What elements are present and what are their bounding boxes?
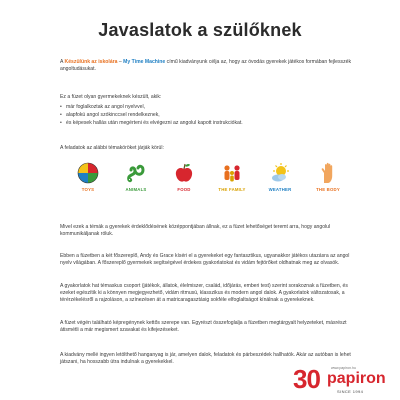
topic-icons-row [68, 162, 348, 202]
list-item: • alapfokú angol szókinccsel rendelkeznek, [60, 111, 360, 119]
intro-text-before: A [60, 59, 65, 65]
paragraph: A gyakorlatok hat témaskus csoport (játékok, állatok, élelmiszer, család, időjárás, emberi test) szerint sorakoznak a füzetben, és ezeket egészítik ki a könnyen megjegyezhető, vidám ritmusú, klasszikus és modern angol dalok. A gyakorlatok változatosak, a térérzékelésről a rajzoláson, a színezésen át a matricaragasztásig sokféle elfoglaltságot kínálnak a gyerekeknek. [60, 283, 348, 304]
topic-label-body: THE BODY [316, 187, 340, 192]
logo-name: papiron [327, 370, 386, 387]
topic-label-food: FOOD [177, 187, 191, 192]
list-lead: Ez a füzet olyan gyermekeknek készült, akik: [60, 94, 162, 100]
logo-number: 30 [293, 364, 320, 394]
series-name: Készülünk az iskolára [64, 59, 118, 65]
topic-label-family: THE FAMILY [218, 187, 246, 192]
topic-label-weather: WEATHER [268, 187, 292, 192]
topic-toys [68, 162, 108, 192]
topic-body [308, 162, 348, 192]
topic-food [164, 162, 204, 192]
paragraph: A kiadvány mellé ingyen letölthető hanganyag is jár, amelyen dalok, feladatok és párbeszédek hallhatók. Akár az autóban is lehet játszani, ha hosszabb útra indulnak a gyerekekkel. [60, 352, 351, 366]
topic-label-toys: TOYS [81, 187, 95, 192]
papiron-logo [293, 364, 397, 398]
intro-paragraph [60, 59, 360, 73]
target-audience-list [60, 103, 360, 127]
list-item: • és képesek hallás után megérteni és elvégezni az angolul kapott instrukciókat. [60, 119, 360, 127]
sun-cloud-icon [269, 162, 291, 184]
hand-icon [317, 162, 339, 184]
topic-animals [116, 162, 156, 192]
intro-text-after: című kiadványunk célja az, hogy az óvodás gyerekek játékos formában fejlesszék angoltudásukat. [60, 59, 352, 73]
page-title: Javaslatok a szülőknek [98, 20, 302, 40]
paragraph: Ebben a füzetben a két főszereplő, Andy és Grace kíséri el a gyerekeket egy fantasztikus, ugyanakkor játékos utazásra az angol nyelv világában. A főszereplő gyermekek segítségével érdekes gyakorlatokat és vidám fejtörőket oldhatnak meg az olvasók. [60, 253, 350, 267]
list-item: • már foglalkoztak az angol nyelvvel, [60, 103, 360, 111]
paragraph: Mivel ezek a témák a gyerekek érdeklődésének középpontjában állnak, ez a füzet lehetőséget teremt arra, hogy angolul kommunikáljanak róluk. [60, 224, 331, 238]
brand-name: My Time Machine [123, 59, 166, 65]
family-icon [221, 162, 243, 184]
snake-icon [125, 162, 147, 184]
topic-weather [260, 162, 300, 192]
paragraph: A füzet végén található képregénynek kettős szerepe van. Egyrészt összefoglalja a füzetben megtárgyalt helyzeteket, másrészt átismétli a már megismert szavakat és kifejezéseket. [60, 320, 347, 334]
intro-dash: – [117, 59, 124, 65]
logo-since: SINCE 1994 [337, 389, 364, 394]
topic-family [212, 162, 252, 192]
topics-lead: A feladatok az alábbi témaköröket járják körül: [60, 145, 164, 151]
ball-icon [77, 162, 99, 184]
apple-icon [173, 162, 195, 184]
logo-url: www.papiron.hu [331, 366, 356, 370]
topic-label-animals: ANIMALS [125, 187, 147, 192]
